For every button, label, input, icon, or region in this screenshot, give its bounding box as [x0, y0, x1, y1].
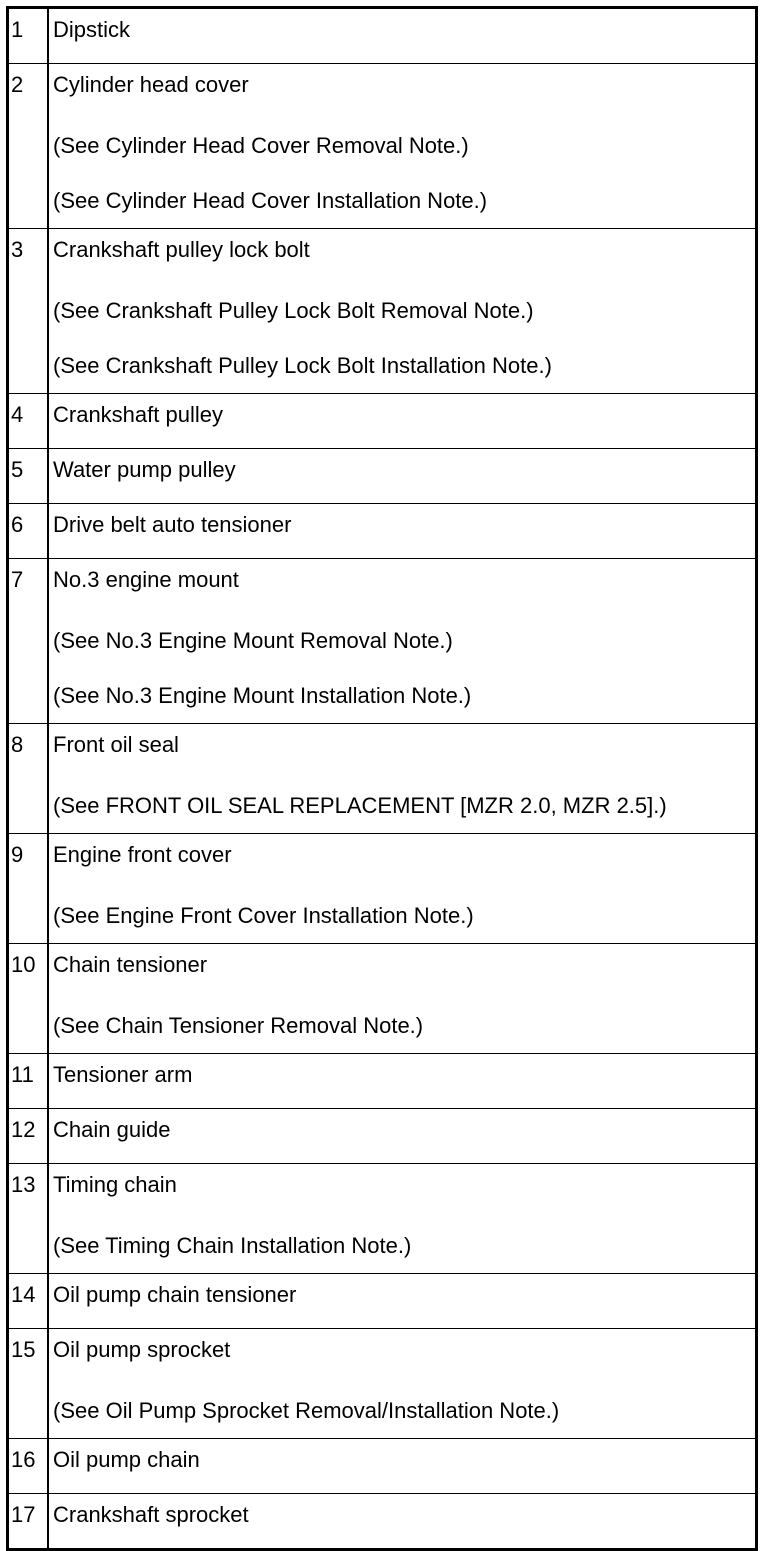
item-number: 6 [11, 512, 24, 537]
item-description-cell [48, 64, 755, 229]
item-description-cell [48, 724, 755, 834]
item-name: Drive belt auto tensioner [53, 512, 292, 537]
table-row [9, 229, 755, 394]
item-description-cell [48, 394, 755, 449]
item-number-cell [9, 944, 48, 1054]
item-description-cell [48, 449, 755, 504]
item-number-cell [9, 449, 48, 504]
item-note: (See Engine Front Cover Installation Note.) [53, 903, 474, 928]
item-number: 16 [11, 1447, 36, 1472]
item-number: 9 [11, 842, 24, 867]
item-name: Crankshaft sprocket [53, 1502, 249, 1527]
item-number: 15 [11, 1337, 36, 1362]
table-row [9, 1329, 755, 1439]
item-number: 10 [11, 952, 36, 977]
item-description-cell [48, 1329, 755, 1439]
item-name: Timing chain [53, 1172, 177, 1197]
item-description-cell [48, 1054, 755, 1109]
item-name: Crankshaft pulley [53, 402, 223, 427]
item-number-cell [9, 394, 48, 449]
item-name: Front oil seal [53, 732, 179, 757]
item-number-cell [9, 1439, 48, 1494]
item-number-cell [9, 504, 48, 559]
item-description-cell [48, 559, 755, 724]
table-row [9, 724, 755, 834]
item-number: 1 [11, 17, 24, 42]
table-row [9, 64, 755, 229]
item-number: 4 [11, 402, 24, 427]
item-number-cell [9, 229, 48, 394]
item-note: (See Oil Pump Sprocket Removal/Installation Note.) [53, 1398, 560, 1423]
item-number-cell [9, 724, 48, 834]
item-name: Chain tensioner [53, 952, 208, 977]
item-note: (See Crankshaft Pulley Lock Bolt Removal Note.) [53, 298, 534, 323]
item-number-cell [9, 9, 48, 64]
item-note: (See Cylinder Head Cover Removal Note.) [53, 133, 469, 158]
item-note: (See Cylinder Head Cover Installation Note.) [53, 188, 488, 213]
item-number-cell [9, 1054, 48, 1109]
item-name: Engine front cover [53, 842, 232, 867]
item-number: 3 [11, 237, 24, 262]
table-row [9, 1494, 755, 1549]
item-number-cell [9, 1494, 48, 1549]
item-description-cell [48, 834, 755, 944]
item-name: Oil pump sprocket [53, 1337, 231, 1362]
table-row [9, 504, 755, 559]
parts-table [9, 9, 755, 1548]
table-row [9, 394, 755, 449]
table-row [9, 834, 755, 944]
item-number: 5 [11, 457, 24, 482]
item-number-cell [9, 1274, 48, 1329]
item-note: (See Crankshaft Pulley Lock Bolt Installation Note.) [53, 353, 552, 378]
item-description-cell [48, 1164, 755, 1274]
item-number: 11 [11, 1062, 34, 1087]
table-row [9, 1054, 755, 1109]
parts-table-body [9, 9, 755, 1548]
item-note: (See Timing Chain Installation Note.) [53, 1233, 412, 1258]
table-row [9, 1274, 755, 1329]
item-name: Oil pump chain tensioner [53, 1282, 297, 1307]
item-name: No.3 engine mount [53, 567, 239, 592]
item-number-cell [9, 64, 48, 229]
item-note: (See FRONT OIL SEAL REPLACEMENT [MZR 2.0, MZR 2.5].) [53, 793, 667, 818]
item-number-cell [9, 834, 48, 944]
item-note: (See No.3 Engine Mount Removal Note.) [53, 628, 453, 653]
table-row [9, 449, 755, 504]
table-row [9, 1439, 755, 1494]
item-description-cell [48, 1109, 755, 1164]
item-description-cell [48, 229, 755, 394]
item-number: 12 [11, 1117, 36, 1142]
table-row [9, 1109, 755, 1164]
item-name: Crankshaft pulley lock bolt [53, 237, 310, 262]
item-number: 8 [11, 732, 24, 757]
item-number-cell [9, 1109, 48, 1164]
item-description-cell [48, 1439, 755, 1494]
item-name: Tensioner arm [53, 1062, 193, 1087]
item-description-cell [48, 9, 755, 64]
item-number: 14 [11, 1282, 36, 1307]
item-name: Water pump pulley [53, 457, 236, 482]
item-description-cell [48, 944, 755, 1054]
item-note: (See No.3 Engine Mount Installation Note.) [53, 683, 472, 708]
item-number: 17 [11, 1502, 36, 1527]
item-number-cell [9, 559, 48, 724]
item-number: 13 [11, 1172, 36, 1197]
item-name: Chain guide [53, 1117, 171, 1142]
item-description-cell [48, 1274, 755, 1329]
table-row [9, 944, 755, 1054]
table-row [9, 559, 755, 724]
item-number-cell [9, 1164, 48, 1274]
table-row [9, 1164, 755, 1274]
item-name: Dipstick [53, 17, 131, 42]
item-number: 7 [11, 567, 24, 592]
item-note: (See Chain Tensioner Removal Note.) [53, 1013, 424, 1038]
table-row [9, 9, 755, 64]
item-description-cell [48, 504, 755, 559]
item-name: Oil pump chain [53, 1447, 200, 1472]
parts-table-frame [6, 6, 758, 1551]
item-number-cell [9, 1329, 48, 1439]
item-name: Cylinder head cover [53, 72, 249, 97]
item-number: 2 [11, 72, 24, 97]
item-description-cell [48, 1494, 755, 1549]
